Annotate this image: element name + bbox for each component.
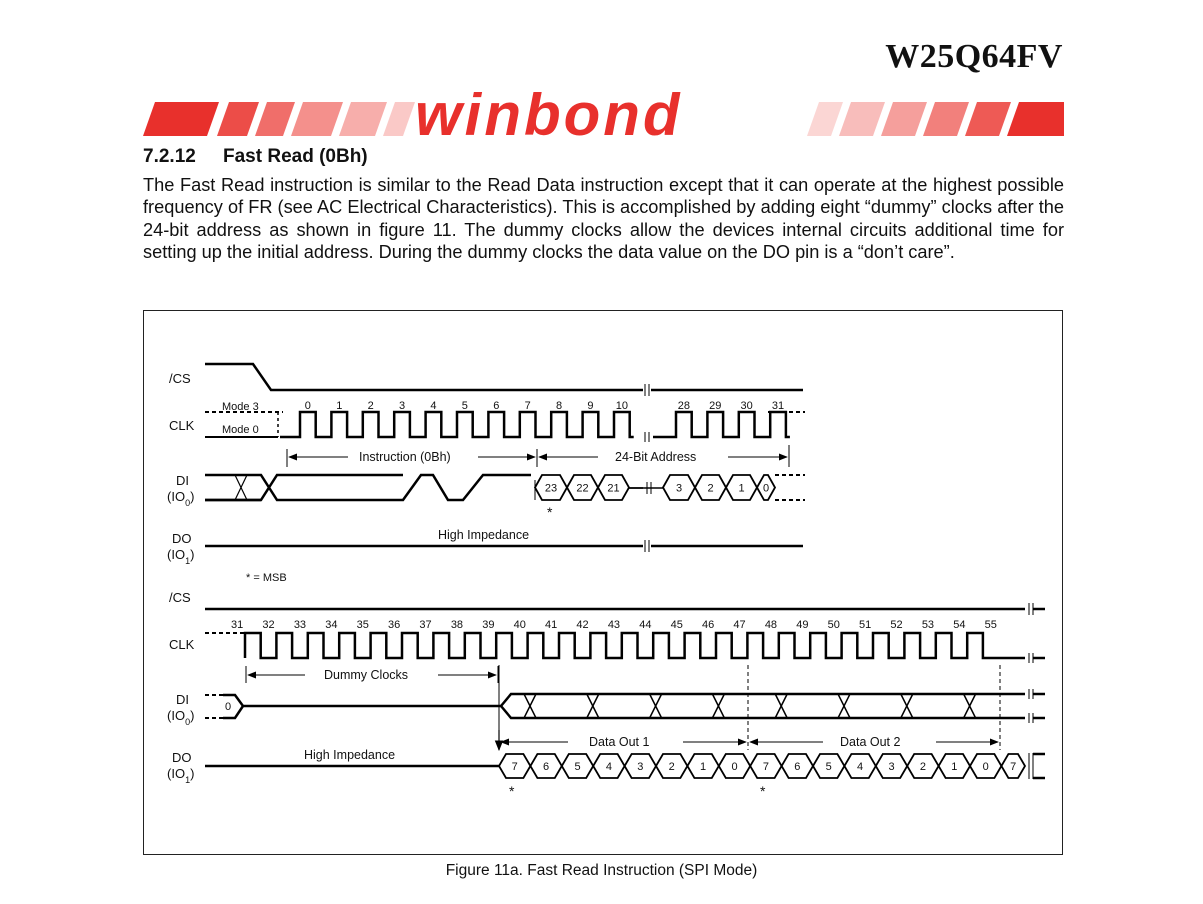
bottom-do-bit: 1 — [700, 761, 707, 773]
right-stripes — [807, 102, 1064, 136]
top-clk-waveform-a — [280, 412, 634, 437]
top-di-address-bit: 1 — [738, 482, 745, 495]
bottom-clock-number: 53 — [921, 619, 935, 631]
top-do-sub-label: $(IO_1)$ — [167, 547, 195, 566]
part-number: W25Q64FV — [885, 38, 1063, 75]
bottom-do-bit: 1 — [951, 761, 958, 773]
dummy-clocks-label: Dummy Clocks — [324, 668, 409, 682]
bottom-do-bit: 7 — [1010, 761, 1017, 773]
top-clock-number: 31 — [771, 400, 785, 412]
bottom-di-label: DI — [176, 692, 189, 707]
top-clock-number: 9 — [587, 400, 594, 412]
bottom-clock-number: 41 — [545, 619, 558, 631]
top-di-address-bit: 0 — [762, 482, 770, 495]
bottom-do-bit: 3 — [637, 761, 644, 773]
top-clock-number: 3 — [398, 400, 406, 412]
msb-note: * = MSB — [246, 572, 287, 584]
bottom-do-bit: 2 — [919, 761, 926, 773]
bottom-clock-number: 37 — [419, 619, 432, 631]
top-do-label: DO — [172, 531, 192, 546]
bottom-clock-number: 44 — [639, 619, 652, 631]
top-di-address-bit: 22 — [576, 482, 589, 495]
timing-diagram — [143, 310, 1063, 855]
top-clock-number: 0 — [304, 400, 311, 412]
bottom-clock-number: 33 — [293, 619, 307, 631]
bottom-clock-number: 35 — [356, 619, 369, 631]
data-out1-label: Data Out 1 — [589, 735, 650, 749]
section-number: 7.2.12 — [143, 146, 196, 167]
top-clock-number: 7 — [524, 400, 531, 412]
section-paragraph: The Fast Read instruction is similar to the Read Data instruction except that it can operate at the highest possible frequency of FR (see AC Electrical Characteristics). This is accomplished by adding eight “dummy” clocks after the 24-bit address as shown in figure 11. The dummy clocks allow the devices internal circuits additional time for setting up the initial address. During the dummy clocks the data value on the DO pin is a “don’t care”. — [143, 175, 1064, 263]
top-di-sub-label: $(IO_0)$ — [167, 489, 195, 508]
top-clk-label: CLK — [169, 418, 195, 433]
top-cs-label: /CS — [169, 371, 191, 386]
top-clock-number: 6 — [493, 400, 500, 412]
bottom-high-impedance: High Impedance — [304, 748, 396, 762]
bottom-do-bit: 6 — [794, 761, 801, 773]
top-clock-number: 30 — [740, 400, 753, 412]
bottom-do-bit: 7 — [762, 761, 769, 773]
address-label: 24-Bit Address — [615, 450, 697, 464]
top-clock-number: 4 — [430, 400, 437, 412]
bottom-clock-number: 51 — [859, 619, 872, 631]
bottom-clock-number: 42 — [576, 619, 589, 631]
left-stripes — [143, 102, 415, 136]
bottom-di-waveform — [223, 695, 501, 706]
top-clock-number: 1 — [336, 400, 343, 412]
bottom-cs-label: /CS — [169, 590, 191, 605]
top-clock-number: 28 — [677, 400, 690, 412]
bottom-clk-waveform — [245, 633, 1025, 658]
bottom-clock-number: 36 — [388, 619, 401, 631]
bottom-di-sub-label: $(IO_0)$ — [167, 708, 195, 727]
section-title: Fast Read (0Bh) — [223, 146, 368, 167]
bottom-do-bit: 5 — [825, 761, 832, 773]
bottom-clock-number: 54 — [953, 619, 966, 631]
figure-caption: Figure 11a. Fast Read Instruction (SPI Mode) — [445, 862, 758, 879]
top-di-waveform — [205, 475, 531, 500]
bottom-do-bit: 7 — [511, 761, 518, 773]
bottom-clock-number: 45 — [670, 619, 683, 631]
top-clock-number: 5 — [461, 400, 468, 412]
top-high-impedance: High Impedance — [438, 528, 530, 542]
bottom-do-bit: 4 — [857, 761, 864, 773]
msb-star-top: * — [547, 504, 553, 520]
top-clk-waveform-b — [653, 412, 790, 437]
top-clock-number: 2 — [367, 400, 374, 412]
bottom-clock-number: 47 — [733, 619, 746, 631]
top-di-label: DI — [176, 473, 189, 488]
bottom-do-sub-label: $(IO_1)$ — [167, 766, 195, 785]
msb-star-bottom-2: * — [760, 783, 766, 799]
bottom-do-bit: 3 — [888, 761, 895, 773]
bottom-clock-number: 32 — [262, 619, 275, 631]
top-di-address-bit: 2 — [707, 482, 714, 495]
bottom-clock-number: 39 — [482, 619, 495, 631]
top-di-address-bit: 21 — [607, 482, 620, 495]
mode0-label: Mode 0 — [222, 424, 259, 436]
top-di-address-bit: 3 — [675, 482, 683, 495]
bottom-do-bit: 6 — [543, 761, 550, 773]
winbond-logo-text: winbond — [415, 92, 683, 142]
bottom-do-bit: 0 — [731, 761, 738, 773]
top-clock-number: 10 — [615, 400, 628, 412]
bottom-clock-number: 43 — [607, 619, 621, 631]
bottom-do-bit: 5 — [574, 761, 581, 773]
winbond-banner — [143, 92, 1064, 142]
msb-star-bottom-1: * — [509, 783, 515, 799]
bottom-clock-number: 52 — [890, 619, 903, 631]
instruction-label: Instruction (0Bh) — [359, 450, 451, 464]
bottom-clock-number: 49 — [796, 619, 809, 631]
bottom-clock-number: 38 — [450, 619, 464, 631]
top-clock-number: 8 — [555, 400, 563, 412]
bottom-clock-number: 34 — [325, 619, 338, 631]
top-cs-waveform — [205, 364, 643, 390]
bottom-do-bit: 4 — [605, 761, 612, 773]
top-di-address-bit: 23 — [544, 482, 558, 495]
bottom-clk-label: CLK — [169, 637, 195, 652]
mode3-label: Mode 3 — [222, 401, 259, 413]
top-clock-number: 29 — [709, 400, 722, 412]
data-out2-label: Data Out 2 — [840, 735, 901, 749]
bottom-do-bit: 2 — [668, 761, 675, 773]
bottom-clock-number: 40 — [513, 619, 526, 631]
bottom-di-last-bit: 0 — [225, 701, 232, 713]
bottom-clock-number: 48 — [764, 619, 778, 631]
bottom-clock-number: 50 — [827, 619, 840, 631]
bottom-clock-number: 46 — [702, 619, 715, 631]
bottom-clock-number: 31 — [231, 619, 244, 631]
section-heading — [143, 146, 368, 168]
bottom-clock-number: 55 — [984, 619, 997, 631]
bottom-do-label: DO — [172, 750, 192, 765]
bottom-do-bit: 0 — [982, 761, 989, 773]
